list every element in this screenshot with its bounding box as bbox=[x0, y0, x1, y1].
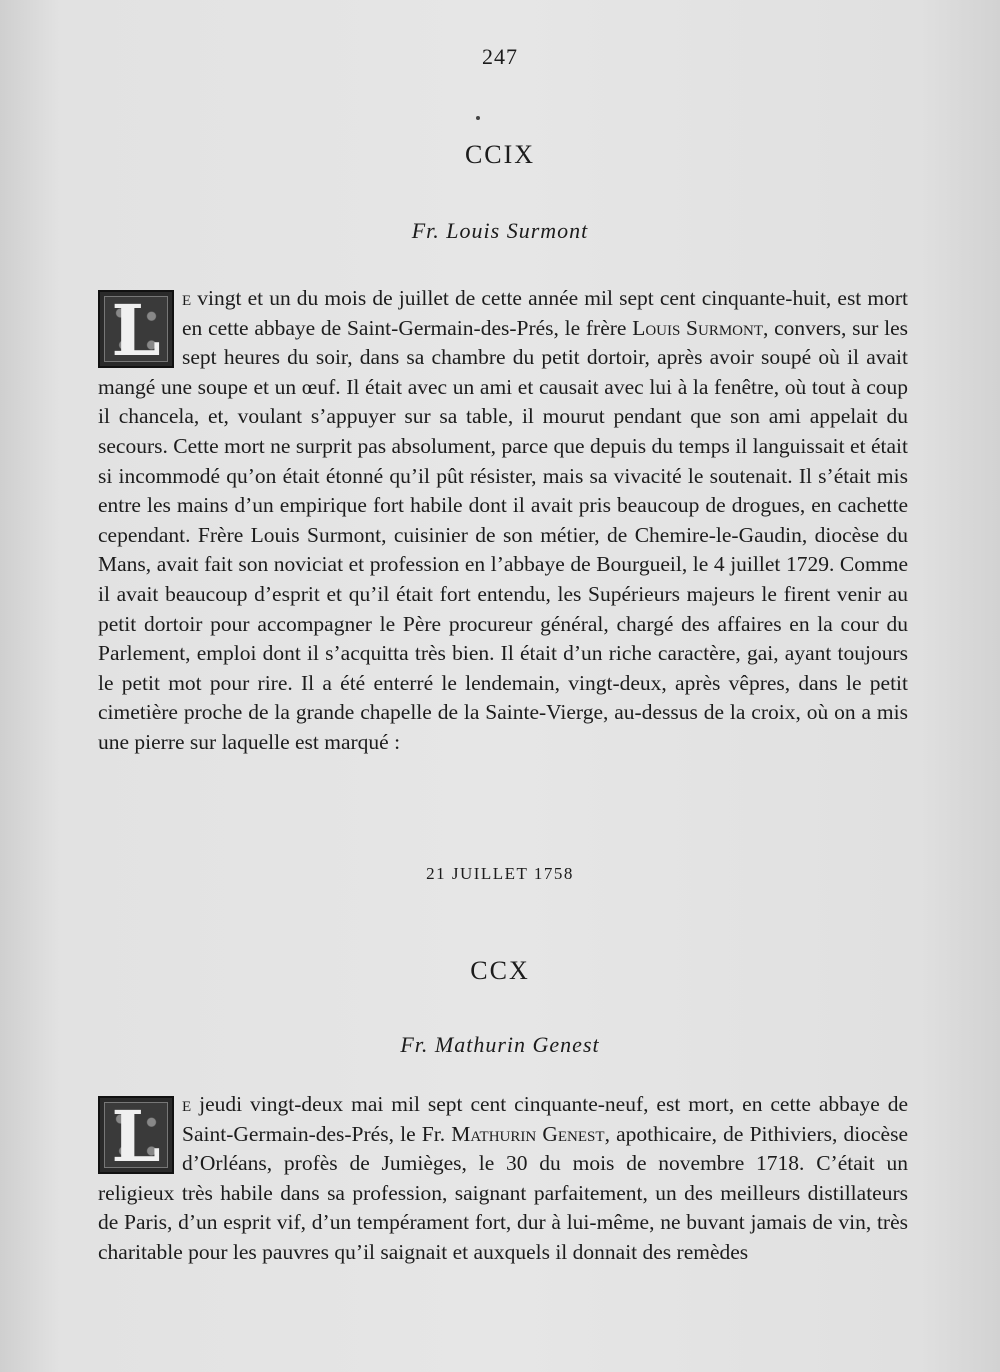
ornamental-dropcap bbox=[98, 290, 174, 368]
section-paragraph bbox=[98, 284, 908, 758]
section-paragraph bbox=[98, 1090, 908, 1268]
section-number: CCIX bbox=[464, 140, 536, 169]
inscription-date: 21 JUILLET 1758 bbox=[426, 864, 574, 883]
paragraph-text: jeudi vingt-deux mai mil sept cent cinquante-neuf, est mort, en cette abbaye de Saint-Germain-des-Prés, le Fr. bbox=[182, 1092, 908, 1146]
paragraph-text: vingt et un du mois de juillet de cette année mil sept cent cinquante-huit, est mort en cette abbaye de Saint-Germain-des-Prés, le frère bbox=[182, 286, 908, 340]
section-title: Fr. Mathurin Genest bbox=[400, 1032, 600, 1057]
paragraph-text-rest: , convers, sur les sept heures du soir, dans sa chambre du petit dortoir, après avoir soupé où il avait mangé une soupe et un œuf. Il était avec un ami et causait avec lui à la fenêtre, où tout à coup il chancela, et, voulant s’appuyer sur sa table, il mourut pendant que son ami appelait du secours. Cette mort ne surprit pas absolument, parce que depuis du temps il languissait et était si incommodé qu’on était étonné qu’il pût résister, mais sa vivacité le soutenait. Il s’était mis entre les mains d’un empirique fort habile dont il avait pris beaucoup de drogues, en cachette cependant. Frère Louis Surmont, cuisinier de son métier, de Chemire-le-Gaudin, diocèse du Mans, avait fait son noviciat et profession en l’abbaye de Bourgueil, le 4 juillet 1729. Comme il avait beaucoup d’esprit et qu’il était fort entendu, les Supérieurs majeurs le firent venir au petit dortoir pour accompagner le Père procureur général, chargé des affaires en la cour du Parlement, emploi dont il s’acquitta très bien. Il était d’un riche caractère, gai, ayant toujours le petit mot pour rire. Il a été enterré le lendemain, vingt-deux, après vêpres, dans le petit cimetière proche de la grande chapelle de la Sainte-Vierge, au-dessus de la croix, où on a mis une pierre sur laquelle est marqué : bbox=[98, 315, 908, 754]
ink-dot bbox=[476, 116, 480, 120]
section-title: Fr. Louis Surmont bbox=[411, 218, 589, 243]
section-number: CCX bbox=[470, 956, 530, 985]
dropcap-letter: L bbox=[111, 290, 161, 368]
paragraph-text-rest: , apothicaire, de Pithiviers, diocèse d’Orléans, profès de Jumièges, le 30 du mois de novembre 1718. C’était un religieux très habile dans sa profession, saignant parfaitement, un des meilleurs distillateurs de Paris, d’un esprit vif, d’un tempérament fort, dur à lui-même, ne buvant jamais de vin, très charitable pour les pauvres qu’il saignait et auxquels il donnait des remèdes bbox=[98, 1121, 909, 1264]
person-name: Louis Surmont bbox=[632, 315, 764, 340]
person-name: Mathurin Genest bbox=[451, 1121, 605, 1146]
ornamental-dropcap bbox=[98, 1096, 174, 1174]
dropcap-letter: L bbox=[111, 1096, 161, 1174]
lead-word-rest: e bbox=[182, 1092, 192, 1116]
page-number: 247 bbox=[482, 44, 518, 69]
lead-word-rest: e bbox=[182, 286, 192, 310]
